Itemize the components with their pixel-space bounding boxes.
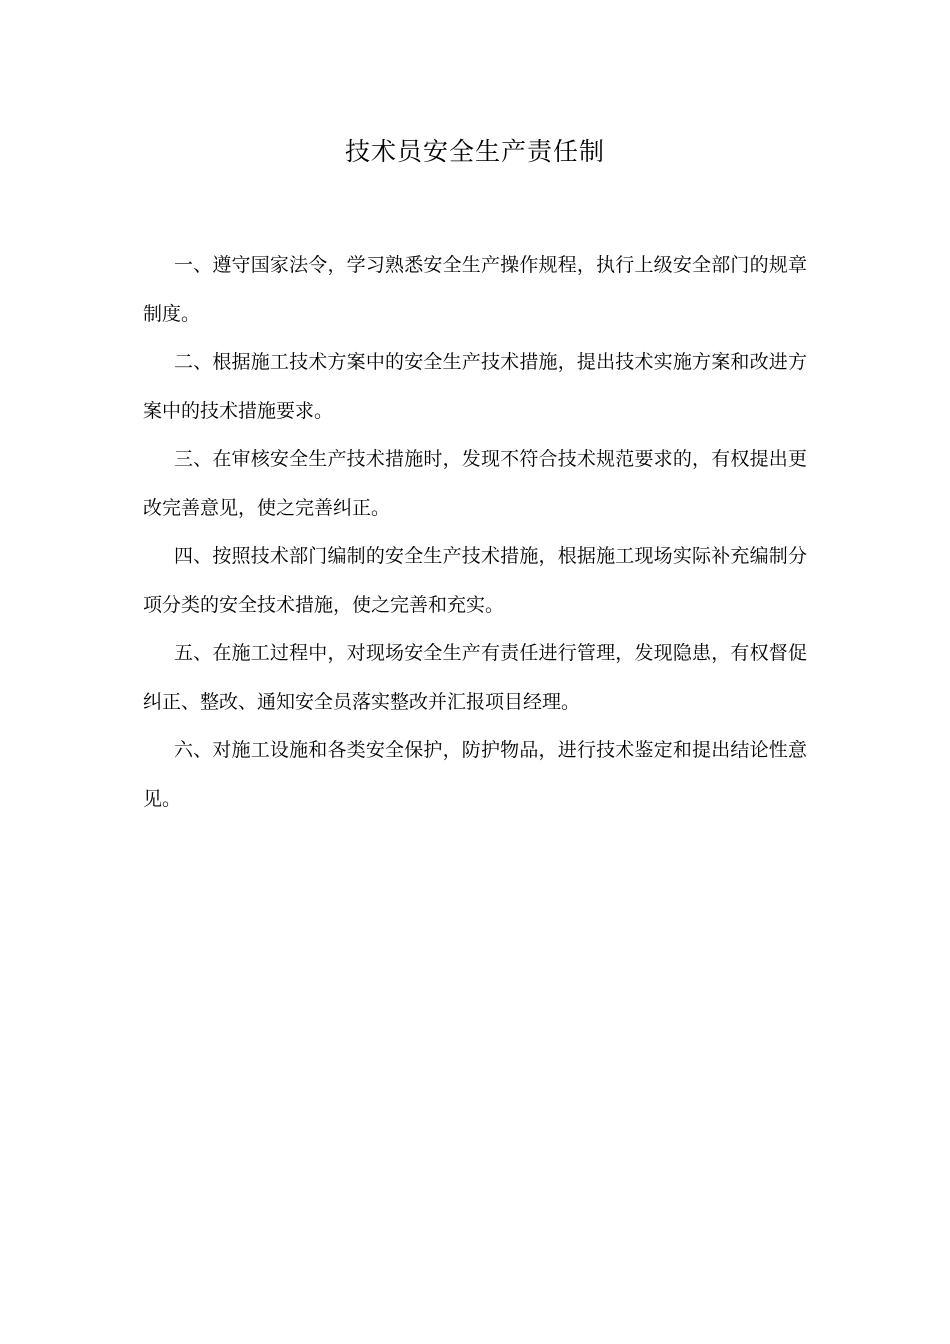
paragraph-3: 三、在审核安全生产技术措施时，发现不符合技术规范要求的，有权提出更改完善意见，使之完善纠正。 [143, 448, 807, 519]
paragraph-4: 四、按照技术部门编制的安全生产技术措施，根据施工现场实际补充编制分项分类的安全技术措施，使之完善和充实。 [143, 545, 807, 616]
paragraph-2: 二、根据施工技术方案中的安全生产技术措施，提出技术实施方案和改进方案中的技术措施要求。 [143, 351, 807, 422]
paragraph-5: 五、在施工过程中，对现场安全生产有责任进行管理，发现隐患，有权督促纠正、整改、通知安全员落实整改并汇报项目经理。 [143, 642, 807, 713]
paragraph-6: 六、对施工设施和各类安全保护，防护物品，进行技术鉴定和提出结论性意见。 [143, 739, 807, 810]
paragraph-1: 一、遵守国家法令，学习熟悉安全生产操作规程，执行上级安全部门的规章制度。 [143, 254, 807, 325]
document-body [143, 241, 807, 823]
document-title: 技术员安全生产责任制 [344, 137, 605, 166]
